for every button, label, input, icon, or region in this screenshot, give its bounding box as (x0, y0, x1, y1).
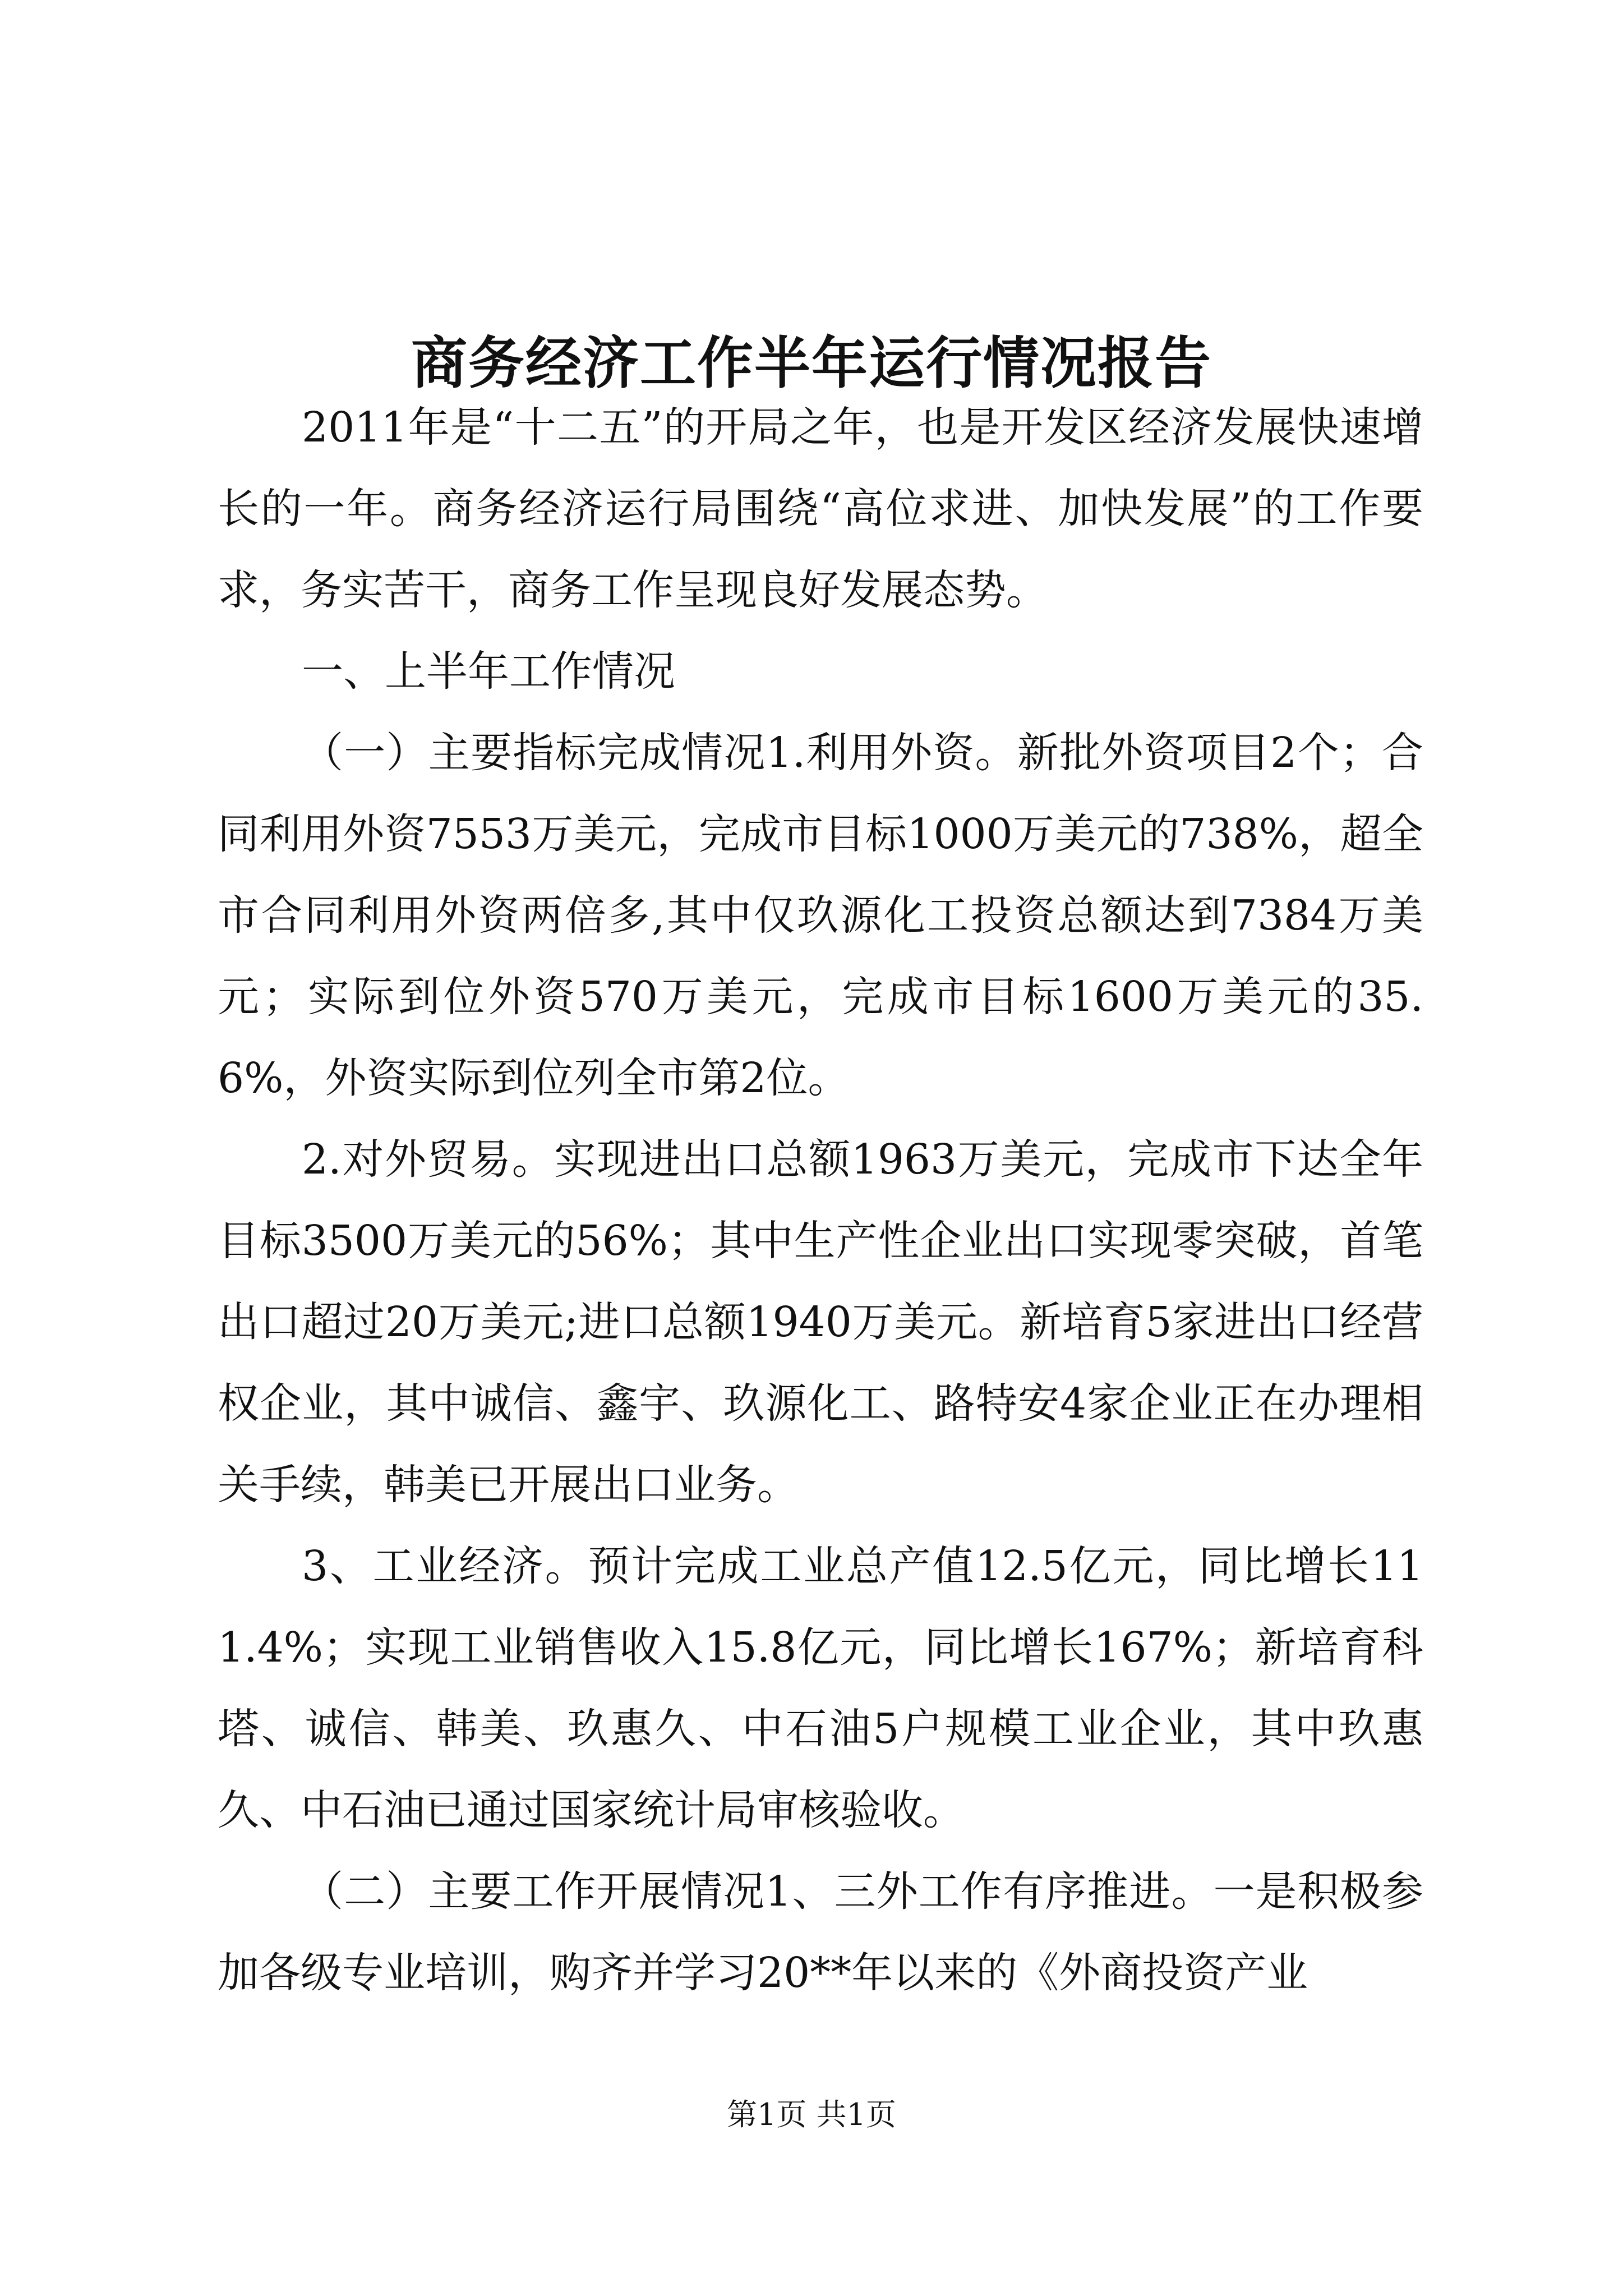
paragraph-main-work: （二）主要工作开展情况1、三外工作有序推进。一是积极参加各级专业培训，购齐并学习20**年以来的《外商投资产业 (218, 1867, 1423, 1997)
page-number-footer: 第1页 共1页 (727, 2097, 896, 2132)
paragraph-foreign-investment: （一）主要指标完成情况1.利用外资。新批外资项目2个；合同利用外资7553万美元，完成市目标1000万美元的738%，超全市合同利用外资两倍多,其中仅玖源化工投资总额达到7384万美元；实际到位外资570万美元，完成市目标1600万美元的35.6%，外资实际到位列全市第2位。 (218, 729, 1423, 1102)
document-body (218, 387, 1423, 2014)
document-title: 商务经济工作半年运行情况报告 (411, 330, 1212, 396)
paragraph-foreign-trade: 2.对外贸易。实现进出口总额1963万美元，完成市下达全年目标3500万美元的56%；其中生产性企业出口实现零突破，首笔出口超过20万美元;进口总额1940万美元。新培育5家进出口经营权企业，其中诚信、鑫宇、玖源化工、路特安4家企业正在办理相关手续，韩美已开展出口业务。 (218, 1135, 1423, 1509)
paragraph-industrial-economy: 3、工业经济。预计完成工业总产值12.5亿元，同比增长111.4%；实现工业销售收入15.8亿元，同比增长167%；新培育科塔、诚信、韩美、玖惠久、中石油5户规模工业企业，其中玖惠久、中石油已通过国家统计局审核验收。 (218, 1542, 1423, 1834)
paragraph-intro: 2011年是“十二五”的开局之年，也是开发区经济发展快速增长的一年。商务经济运行局围绕“高位求进、加快发展”的工作要求，务实苦干，商务工作呈现良好发展态势。 (218, 403, 1423, 614)
section-heading-first-half: 一、上半年工作情况 (302, 647, 675, 696)
